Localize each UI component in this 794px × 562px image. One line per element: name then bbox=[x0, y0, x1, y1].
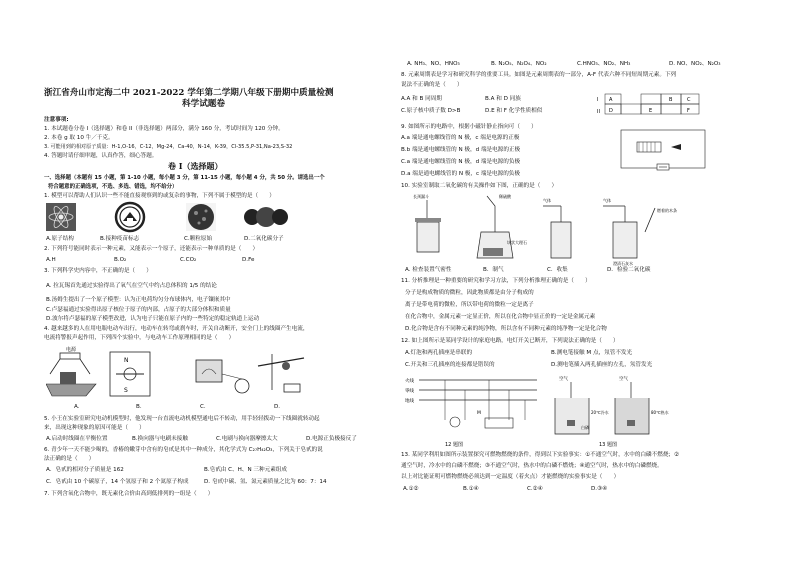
particle-blob-icon bbox=[186, 203, 216, 231]
q4-option-c: C. bbox=[200, 404, 206, 410]
q8-periodic-table bbox=[597, 92, 701, 118]
q4-option-a: A. bbox=[74, 404, 80, 410]
q1-figures bbox=[46, 201, 316, 233]
q12-label: M bbox=[477, 411, 481, 416]
q10-figures bbox=[403, 192, 693, 266]
q10-label: 燃着的木条 bbox=[657, 208, 677, 213]
q2-option-d: D.Fe bbox=[242, 257, 255, 263]
co2-molecule-icon bbox=[244, 207, 288, 227]
q7-option-d: D. NO、NO₂、N₂O₃ bbox=[669, 61, 721, 67]
q1-stem: 1. 模型可以帮助人们认识一些不能直接观察到的或复杂的事物，下列不属于模型的是（ ） bbox=[44, 193, 275, 199]
q8-option-c: C.原子核中质子数 D>B bbox=[401, 108, 461, 114]
vaccine-sign-icon bbox=[116, 203, 144, 231]
q13-stem: 13. 某同学利用如图所示装置探究可燃物燃烧的条件，得到以下实验事实：①不通空气时，水中的白磷不燃烧；② bbox=[401, 452, 680, 458]
q2-stem: 2. 下列符号能同时表示一种元素，又能表示一个原子，还能表示一种单质的是（ ） bbox=[44, 246, 259, 252]
q4-option-b: B. bbox=[136, 404, 142, 410]
q6-option-d: D. 皂甙中碳、氢、氮元素质量之比为 60：7：14 bbox=[204, 479, 327, 485]
q4-stem: 电流将警报声起作用，下列四个实验中，与电动车工作原理相同的是（ ） bbox=[44, 335, 235, 341]
q13-label: 白磷 bbox=[581, 425, 589, 430]
right-column bbox=[401, 0, 753, 562]
phosphorus-experiment-figure-icon bbox=[555, 375, 669, 434]
q9-option-c: C.a 端是通电螺线管的 N 极，d 端是电源的负极 bbox=[401, 159, 521, 165]
q4-n-label: N bbox=[124, 357, 129, 364]
q8-stem: 8. 元素周期表是学习和研究科学的重要工具。如图是元素周期表的一部分，A-F 代表六种不同短周期元素。下列 bbox=[401, 72, 677, 78]
q13-caption: 13 题图 bbox=[599, 442, 617, 448]
q3-stem: 3. 下列科学史内容中，不正确的是（ ） bbox=[44, 268, 152, 274]
q9-stem: 9. 如图所示的电路中，根据小磁针静止指向可（ ） bbox=[401, 124, 537, 130]
q3-option-b: B.汤姆生提出了一个原子模型：认为正电荷均匀分布球体内，电子镶嵌其中 bbox=[46, 297, 231, 303]
q4-power-label: 电源 bbox=[66, 347, 77, 353]
q8-stem: 说法不正确的是（ ） bbox=[401, 82, 463, 88]
q3-option-a: A. 拉瓦锡首先通过实验得出了氧气在空气中约占总体积的 1/5 的结论 bbox=[46, 283, 217, 289]
q10-option-d: D．检验二氧化碳 bbox=[607, 267, 651, 273]
q2-option-c: C.CO₂ bbox=[180, 257, 197, 263]
q10-label: 气体 bbox=[543, 198, 551, 203]
q13-option-c: C.②④ bbox=[527, 486, 543, 492]
q5-option-d: D.电源正负极接反了 bbox=[306, 436, 357, 442]
section-heading: 卷 I（选择题） bbox=[168, 161, 223, 171]
q3-option-d: D.波尔将卢瑟福的原子模型改进，认为电子只能在原子内的一些特定的稳定轨道上运动 bbox=[46, 316, 260, 322]
q8-cell: C bbox=[687, 97, 691, 103]
q9-option-b: B.b 端是通电螺线管的 N 极，d 端是电源的正极 bbox=[401, 147, 521, 153]
q5-option-c: C.电刷与换向器摩擦太大 bbox=[216, 436, 278, 442]
q11-option-b: 离子是带电荷的微粒，所以带电荷的微粒一定是离子 bbox=[405, 302, 534, 308]
q8-option-d: D.E 和 F 化学性质相似 bbox=[485, 108, 543, 114]
q8-option-a: A.A 和 B 同周期 bbox=[401, 96, 442, 102]
q5-stem: 来，出现这种现象的原因可能是（ ） bbox=[44, 425, 145, 431]
q8-row-label: II bbox=[597, 109, 600, 115]
q12-option-d: D.测电笔插入两孔插座的左孔，氖管发光 bbox=[551, 362, 653, 368]
q8-option-b: B.A 和 D 同族 bbox=[485, 96, 521, 102]
q12-option-c: C.开关和三孔插座的连接都是错误的 bbox=[405, 362, 495, 368]
section-intro: 符合题意的正确选项，不选、多选、错选，均不给分） bbox=[48, 184, 178, 190]
q11-option-a: 分子是构成物质的微粒，因此物质都是由分子构成的 bbox=[405, 290, 534, 296]
q9-circuit-figure bbox=[617, 124, 709, 174]
q12-stem: 12. 如上图所示是某同学设计的家庭电路，电灯开关已断开，下列说法正确的是（ ） bbox=[401, 338, 619, 344]
q1-option-b: B.接种疫苗标志 bbox=[100, 236, 140, 242]
q10-label: 澄清石灰水 bbox=[613, 261, 633, 266]
q6-option-a: A．皂甙的相对分子质量是 162 bbox=[46, 467, 124, 473]
gas-collection-figure-icon bbox=[543, 197, 571, 258]
q5-option-b: B.换向器与电刷未接触 bbox=[132, 436, 188, 442]
q4-s-label: S bbox=[124, 387, 128, 394]
q4-stem: 4. 越来越多的人在用电瓶电动车出行，电动车在转弯或刹车时，开关自动断开，安全门上的线圈产生电流， bbox=[44, 326, 309, 332]
q11-stem: 11. 分析推理是一种重要的研究和学习方法，下列分析推理正确的是（ ） bbox=[401, 278, 591, 284]
left-column bbox=[44, 0, 396, 562]
q10-option-a: A. 检查装置气密性 bbox=[405, 267, 452, 273]
q7-option-c: C.HNO₃、NO₂、NH₃ bbox=[577, 61, 631, 67]
q2-option-a: A.H bbox=[46, 257, 56, 263]
q13-stem: 通空气时，冷水中的白磷不燃烧；③不通空气时，热水中的白磷不燃烧；④通空气时，热水中的白磷燃烧。 bbox=[401, 463, 663, 469]
q8-cell: E bbox=[649, 108, 653, 114]
q12-caption: 12 题图 bbox=[445, 442, 463, 448]
page-subtitle: 科学试题卷 bbox=[182, 99, 225, 109]
generator-figure-icon bbox=[46, 346, 96, 396]
q13-option-d: D.③④ bbox=[591, 486, 608, 492]
note-item: 3. 可能用到的相对原子质量：H-1,O-16，C-12，Mg-24，Ca-40，N-14，K-39，Cl-35.5,P-31,Na-23,S-32 bbox=[44, 144, 293, 150]
house-circuit-figure-icon bbox=[405, 377, 537, 428]
notes-heading: 注意事项: bbox=[44, 117, 69, 123]
q8-cell: D bbox=[609, 108, 613, 114]
q6-stem: 法正确的是（ ） bbox=[44, 456, 95, 462]
q1-option-d: D.二氧化碳分子 bbox=[244, 236, 284, 242]
note-item: 4. 答题时请仔细审题，认真作答，细心答题。 bbox=[44, 153, 158, 159]
q13-label: 80℃热水 bbox=[651, 410, 669, 415]
q8-cell: A bbox=[609, 97, 613, 103]
electromagnet-figure-icon bbox=[258, 354, 304, 392]
section-intro: 一、选择题（本题有 15 小题，第 1-10 小题，每小题 3 分，第 11-15 小题，每小题 4 分，共 50 分。请选出一个 bbox=[44, 175, 325, 181]
q10-label: 稀硫酸 bbox=[499, 194, 511, 199]
note-item: 2. 本卷 g 取 10 牛／千克。 bbox=[44, 135, 114, 141]
q12-label: 火线 bbox=[405, 379, 414, 384]
q8-row-label: I bbox=[597, 97, 599, 103]
q13-stem: 以上对比能证明可燃物燃烧必须达到一定温度（着火点）才能燃烧的实验事实是（ ） bbox=[401, 474, 620, 480]
q12-option-b: B.测电笔接触 M 点，氖管不发光 bbox=[551, 350, 633, 356]
q12-q13-figures bbox=[405, 374, 745, 450]
meter-figure-icon bbox=[196, 360, 249, 393]
q10-label: 块状大理石 bbox=[507, 240, 527, 245]
q13-label: 空气 bbox=[619, 377, 628, 382]
q7-option-a: A. NH₃、NO、HNO₃ bbox=[407, 61, 460, 67]
q7-stem: 7. 下列含氧化合物中，既无素化合价由高到低排列的一组是（ ） bbox=[44, 491, 214, 497]
q1-option-a: A.原子结构 bbox=[46, 236, 74, 242]
q5-stem: 5. 小王在实验室研究电动机模型时，他发现一台直流电动机模型通电后不转动，用手轻轻拨动一下线圈就转动起 bbox=[44, 416, 320, 422]
q4-option-d: D. bbox=[274, 404, 281, 410]
page-title: 浙江省舟山市定海二中 2021-2022 学年第二学期八年级下册期中质量检测 bbox=[44, 88, 334, 98]
q6-stem: 6. 青少年一天不能少喝的，香椿的嫩芽中含有的皂甙是其中一种成分，其化学式为 C₂₇H₄₂O₃，下列关于皂甙的说 bbox=[44, 447, 323, 453]
q1-option-c: C.颗粒原始 bbox=[184, 236, 213, 242]
q13-label: 空气 bbox=[559, 377, 568, 382]
q10-label: 长颈漏斗 bbox=[413, 194, 429, 199]
q13-option-b: B.①④ bbox=[463, 486, 479, 492]
q10-label: 气体 bbox=[603, 198, 611, 203]
q9-option-d: D.a 端是通电螺线管的 N 极，c 端是电源的负极 bbox=[401, 171, 520, 177]
q13-label: 20℃冷水 bbox=[591, 410, 609, 415]
q12-label: 零线 bbox=[405, 389, 414, 394]
q3-option-c: C.卢瑟福通过实验得出原子核位于原子的内部，占原子的大部分体积和质量 bbox=[46, 307, 231, 313]
atom-model-icon bbox=[46, 203, 76, 231]
q8-cell: F bbox=[687, 108, 690, 114]
airtight-check-figure-icon bbox=[413, 193, 441, 252]
q10-option-c: C．收集 bbox=[547, 267, 568, 273]
q7-option-b: B. N₂O₅、N₂O₄、NO₂ bbox=[491, 61, 547, 67]
q10-stem: 10. 实验室制取二氧化碳的有关操作如下图，正确的是（ ） bbox=[401, 183, 558, 189]
q6-option-c: C．皂甙由 10 个碳原子，14 个氢原子和 2 个氮原子构成 bbox=[46, 479, 189, 485]
q4-figures bbox=[46, 344, 346, 402]
q2-option-b: B.O₂ bbox=[114, 257, 127, 263]
co2-check-figure-icon bbox=[603, 197, 677, 266]
q10-option-b: B．制气 bbox=[483, 267, 504, 273]
q5-option-a: A.启动时线圈在平衡位置 bbox=[46, 436, 108, 442]
gas-generation-figure-icon bbox=[477, 193, 527, 258]
note-item: 1. 本试题卷分卷 I（选择题）和卷 II（非选择题）两部分，满分 160 分，考试时间为 120 分钟。 bbox=[44, 126, 284, 132]
q13-option-a: A.①② bbox=[403, 486, 419, 492]
q6-option-b: B.皂甙由 C、H、N 三种元素组成 bbox=[204, 467, 287, 473]
q11-option-c: 在化合物中，金属元素一定显正价，所以在化合物中显正价的一定是金属元素 bbox=[405, 314, 596, 320]
q12-option-a: A.灯泡和两孔插座是串联的 bbox=[405, 350, 473, 356]
q8-cell: B bbox=[669, 97, 673, 103]
q12-label: 地线 bbox=[405, 399, 414, 404]
q9-option-a: A.a 端是通电螺线管的 N 极，c 端是电源的正极 bbox=[401, 135, 520, 141]
q11-option-d: D.化合物是含有不同种元素的纯净物，所以含有不同种元素的纯净物一定是化合物 bbox=[405, 326, 607, 332]
magnet-rotor-icon bbox=[110, 352, 150, 396]
